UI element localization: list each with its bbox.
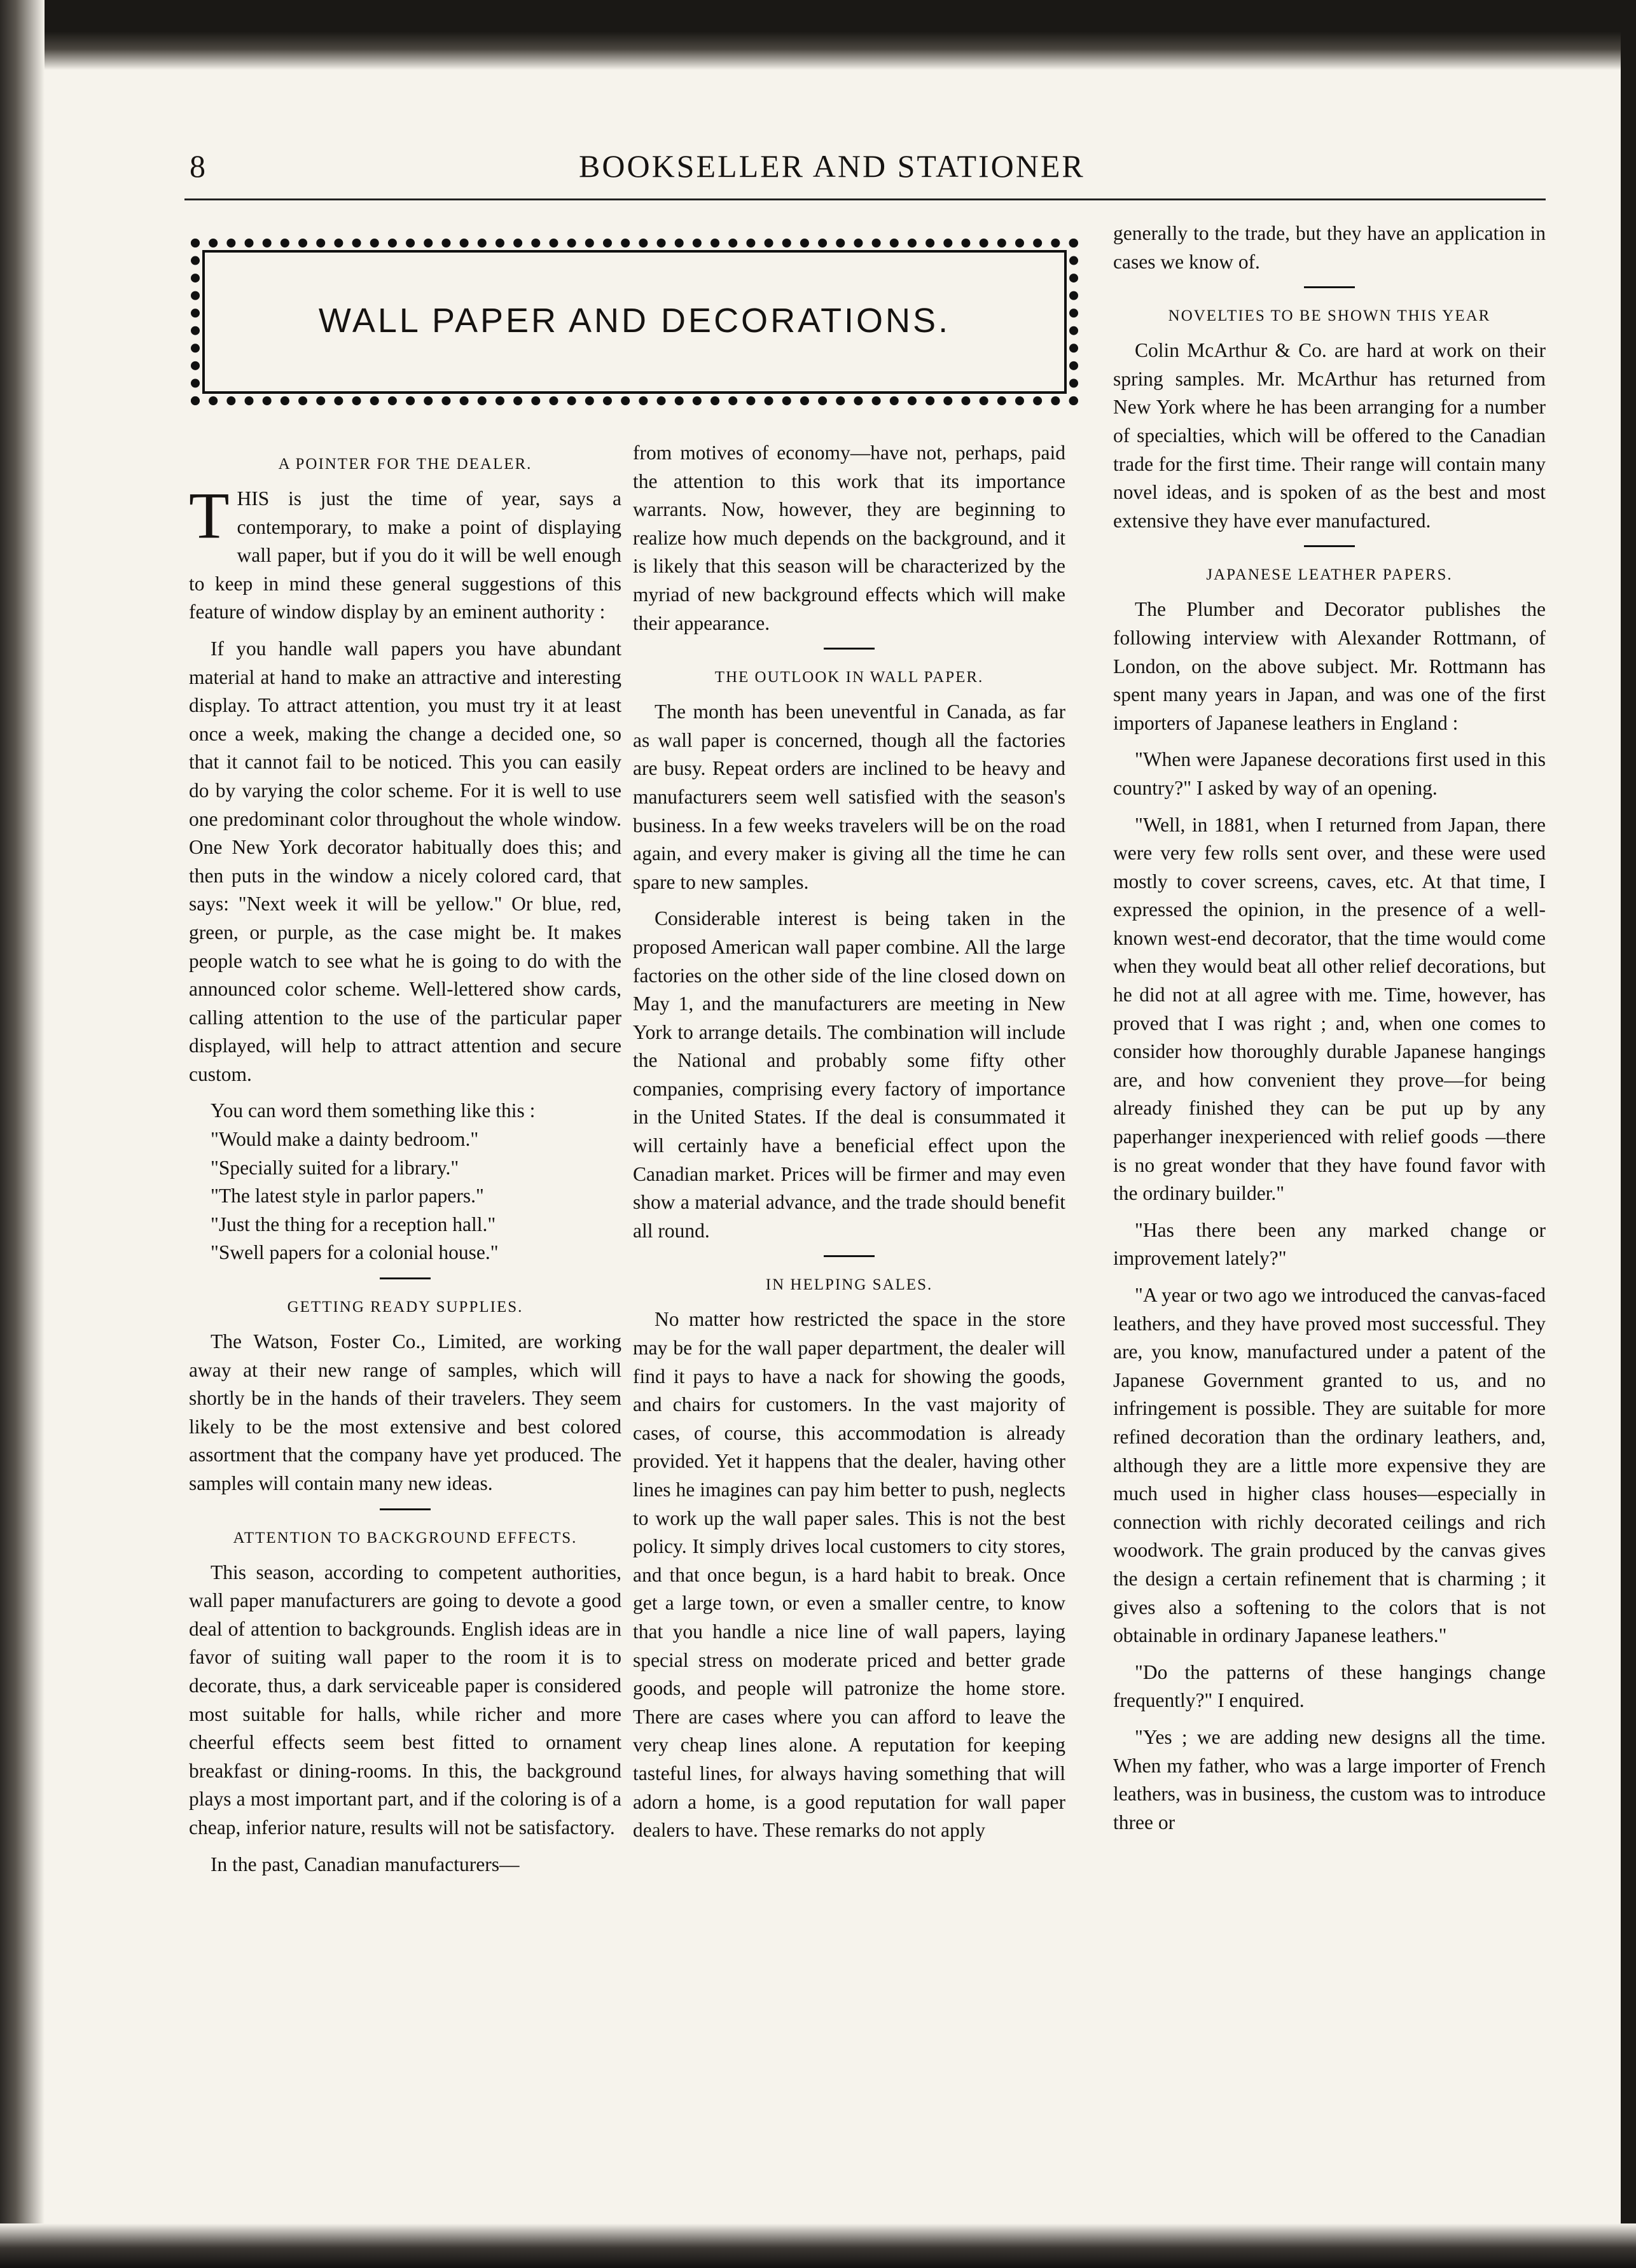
paragraph: "Well, in 1881, when I returned from Japan, there were very few rolls sent over, and these were used mostly to cover screens, caves, etc. At that time, I expressed the opinion, in the presence of a well-known west-end decorator, that the time would come when they would beat all other relief decorations, but he did not at all agree with me. Time, however, has proved that I was right ; and, when one comes to consider how thoroughly durable Japanese hangings are, and how convenient they prove—for being already finished they can be put up by any paperhanger inexperienced with relief goods —there is no great wonder that they have found favor with the ordinary builder." [1113,813,1546,1205]
heading-novelties: NOVELTIES TO BE SHOWN THIS YEAR [1168,307,1491,325]
paragraph: The Plumber and Decorator publishes the following interview with Alexander Rottmann, of London, on the above subject. Mr. Rottmann has spent many years in Japan, and was one of the first importers of Japanese leathers in England : [1113,598,1546,734]
column-3 [1113,219,1546,1845]
section-divider [1304,286,1355,288]
card-slogan: "The latest style in parlor papers." [211,1185,484,1207]
paragraph: generally to the trade, but they have an application in cases we know of. [1113,222,1546,273]
heading-outlook-wall-paper: THE OUTLOOK IN WALL PAPER. [714,669,984,686]
paragraph: This season, according to competent authorities, wall paper manufacturers are going to devote a good deal of attention to backgrounds. English ideas are in favor of suiting wall paper to the room it is to decorate, thus, a dark serviceable paper is considered most suitable for halls, while richer and more cheerful effects seem best fitted to ornament breakfast or dining-rooms. In this, the background plays a most important part, and if the coloring is of a cheap, inferior nature, results will not be satisfactory. [189,1561,621,1839]
paragraph: If you handle wall papers you have abundant material at hand to make an attractive and interesting display. To attract attention, you must try it at least once a week, making the change a decided one, so that it cannot fail to be noticed. This you can easily do by varying the color scheme. For it is well to use one predominant color throughout the whole window. One New York decorator habitually does this; and then puts in the window a nicely colored card, that says: "Next week it will be yellow." Or blue, red, green, or purple, as the case might be. It makes people watch to see what he is going to do with the announced color scheme. Well-lettered show cards, calling attention to the use of the particular paper displayed, will help to attract attention and secure custom. [189,637,621,1085]
card-slogan: "Specially suited for a library." [211,1156,459,1179]
scan-edge-right [1621,0,1636,2268]
card-slogan: "Would make a dainty bedroom." [211,1128,479,1151]
paragraph: In the past, Canadian manufacturers— [211,1853,520,1875]
section-banner [191,239,1078,405]
section-divider [824,1255,875,1257]
paragraph: Considerable interest is being taken in the proposed American wall paper combine. All the large factories on the other side of the line closed down on May 1, and the manufacturers are meeting in New York to arrange details. The combination will include the National and probably some fifty other companies, comprising every factory of importance in the United States. If the deal is consummated it will certainly have a beneficial effect upon the Canadian market. Prices will be firmer and may even show a material advance, and the trade should benefit all round. [633,907,1065,1242]
scan-edge-left [0,0,45,2268]
paragraph: You can word them something like this : [211,1099,536,1122]
heading-getting-ready-supplies: GETTING READY SUPPLIES. [287,1298,523,1316]
section-divider [380,1277,431,1279]
paragraph: from motives of economy—have not, perhaps, paid the attention to this work that its importance warrants. Now, however, they are beginning to realize how much depends on the background, and it is likely that this season will be characterized by the myriad of new background effects which will make their appearance. [633,442,1065,634]
paragraph: "When were Japanese decorations first used in this country?" I asked by way of an opening. [1113,748,1546,799]
column-2 [633,439,1065,1853]
page-header [184,148,1546,192]
scan-edge-bottom [0,2223,1636,2268]
paragraph: "A year or two ago we introduced the canvas-faced leathers, and they have proved most successful. They are, you know, manufactured under a patent of the Japanese Government granted to us, and no infringement is possible. They are suitable for more refined decoration than the ordinary leathers, and, although they are a little more expensive they are much used in higher class houses—especially in connection with richly decorated ceilings and rich woodwork. The grain produced by the canvas gives the design a certain refinement that is charming ; it gives also a softening to the colors that is not obtainable in ordinary Japanese leathers." [1113,1284,1546,1647]
drop-cap: T [189,479,230,552]
paragraph: "Yes ; we are adding new designs all the time. When my father, who was a large importer of French leathers, was in business, the custom was to introduce three or [1113,1725,1546,1833]
paragraph: The month has been uneventful in Canada, as far as wall paper is concerned, though all the factories are busy. Repeat orders are inclined to be heavy and manufacturers seem well satisfied with the season's business. In a few weeks travelers will be on the road again, and every maker is giving all the time he can spare to new samples. [633,700,1065,893]
paragraph: "Has there been any marked change or improvement lately?" [1113,1218,1546,1270]
paragraph: Colin McArthur & Co. are hard at work on their spring samples. Mr. McArthur has returned from New York where he has been arranging for a number of specialties, which will be offered to the Canadian trade for the first time. Their range will contain many novel ideas, and is spoken of as the best and most extensive they have ever manufactured. [1113,339,1546,532]
card-slogan: "Swell papers for a colonial house." [211,1241,499,1264]
running-head: BOOKSELLER AND STATIONER [579,148,1085,184]
paragraph: The Watson, Foster Co., Limited, are working away at their new range of samples, which will shortly be in the hands of their travelers. They seem likely to be the most extensive and best colored assortment that the company have yet produced. The samples will contain many new ideas. [189,1330,621,1494]
section-divider [824,648,875,650]
heading-background-effects: ATTENTION TO BACKGROUND EFFECTS. [233,1529,578,1547]
header-rule [184,198,1546,200]
heading-pointer-for-dealer: A POINTER FOR THE DEALER. [278,456,532,473]
paragraph: "Do the patterns of these hangings change frequently?" I enquired. [1113,1660,1546,1712]
section-divider [1304,545,1355,547]
paragraph: No matter how restricted the space in the store may be for the wall paper department, the dealer will find it pays to have a nack for showing the goods, and chairs for customers. In the vast majority of cases, of course, this accommodation is already provided. Yet it happens that the dealer, having other lines he imagines can pay him better to push, neglects to work up the wall paper sales. This is not the best policy. It simply drives local customers to city stores, and that once begun, is a hard habit to break. Once get a large town, or even a smaller centre, to know that you handle a nice line of wall papers, laying special stress on moderate priced and better grade goods, and people will patronize the home store. There are cases where you can afford to leave the very cheap lines alone. A reputation for keeping tasteful lines, for always having something that will adorn a home, is a good reputation for wall paper dealers to have. These remarks do not apply [633,1308,1065,1842]
scan-edge-top [0,0,1636,70]
page-number: 8 [190,148,205,184]
card-slogan: "Just the thing for a reception hall." [211,1213,496,1235]
paragraph: THIS is just the time of year, says a contemporary, to make a point of displaying wall paper, but if you do it will be well enough to keep in mind these general suggestions of this feature of window display by an eminent authority : [189,479,621,623]
heading-helping-sales: IN HELPING SALES. [765,1276,933,1294]
section-divider [380,1508,431,1510]
heading-japanese-leather: JAPANESE LEATHER PAPERS. [1206,566,1453,584]
section-title: WALL PAPER AND DECORATIONS. [318,302,951,340]
column-1 [189,445,621,1887]
